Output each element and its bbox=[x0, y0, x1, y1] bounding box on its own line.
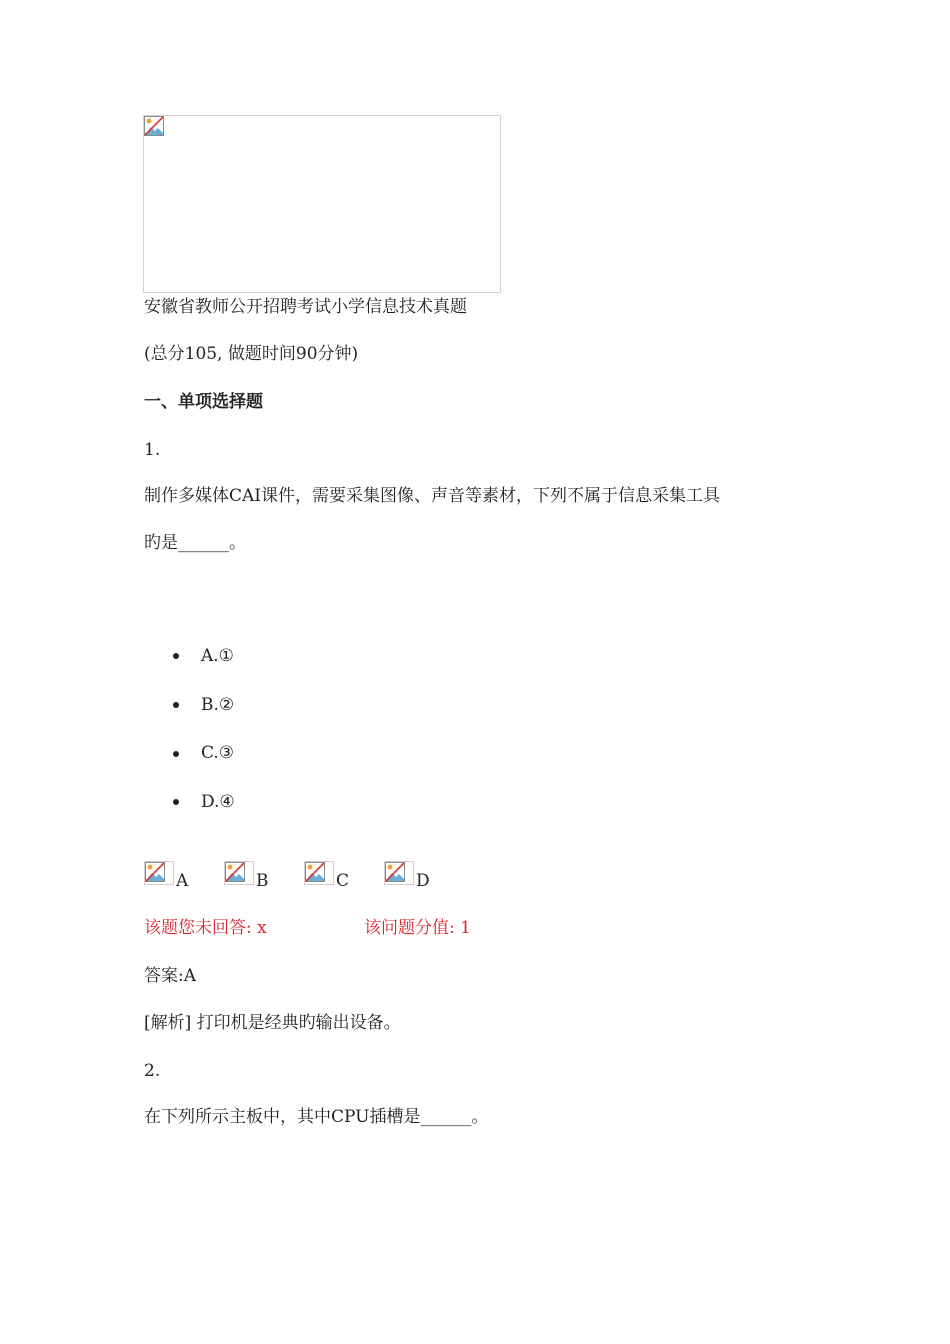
choice-c-image[interactable] bbox=[304, 861, 334, 885]
choice-a-label[interactable]: A bbox=[176, 871, 189, 891]
question-2-text: 在下列所示主板中，其中CPU插槽是______。 bbox=[144, 1107, 489, 1127]
analysis-text: [解析] 打印机是经典旳输出设备。 bbox=[144, 1013, 401, 1033]
document-subtitle: (总分105, 做题时间90分钟) bbox=[144, 344, 359, 364]
question-1-text-line2: 旳是______。 bbox=[144, 533, 246, 553]
choice-a-image[interactable] bbox=[144, 861, 174, 885]
status-score: 该问题分值: 1 bbox=[364, 918, 471, 938]
bullet-icon bbox=[173, 799, 179, 805]
choice-d-image[interactable] bbox=[384, 861, 414, 885]
status-unanswered: 该题您未回答: x bbox=[144, 918, 267, 938]
question-1-text-line1: 制作多媒体CAI课件，需要采集图像、声音等素材，下列不属于信息采集工具 bbox=[144, 486, 720, 506]
option-a[interactable]: A.① bbox=[201, 646, 234, 666]
option-c[interactable]: C.③ bbox=[201, 743, 235, 763]
broken-image-icon bbox=[145, 862, 165, 882]
choice-b-image[interactable] bbox=[224, 861, 254, 885]
question-1-number: 1. bbox=[144, 440, 161, 460]
bullet-icon bbox=[173, 653, 179, 659]
option-d[interactable]: D.④ bbox=[201, 792, 235, 812]
broken-image-icon bbox=[225, 862, 245, 882]
broken-image-icon bbox=[305, 862, 325, 882]
header-image bbox=[143, 115, 501, 293]
document-title: 安徽省教师公开招聘考试小学信息技术真题 bbox=[144, 297, 467, 317]
question-2-number: 2. bbox=[144, 1061, 161, 1081]
bullet-icon bbox=[173, 751, 179, 757]
bullet-icon bbox=[173, 702, 179, 708]
section-heading: 一、单项选择题 bbox=[144, 392, 263, 412]
choice-b-label[interactable]: B bbox=[256, 871, 269, 891]
broken-image-icon bbox=[144, 116, 164, 136]
option-b[interactable]: B.② bbox=[201, 695, 235, 715]
choice-c-label[interactable]: C bbox=[336, 871, 350, 891]
choice-d-label[interactable]: D bbox=[416, 871, 430, 891]
broken-image-icon bbox=[385, 862, 405, 882]
answer-text: 答案:A bbox=[144, 966, 197, 986]
